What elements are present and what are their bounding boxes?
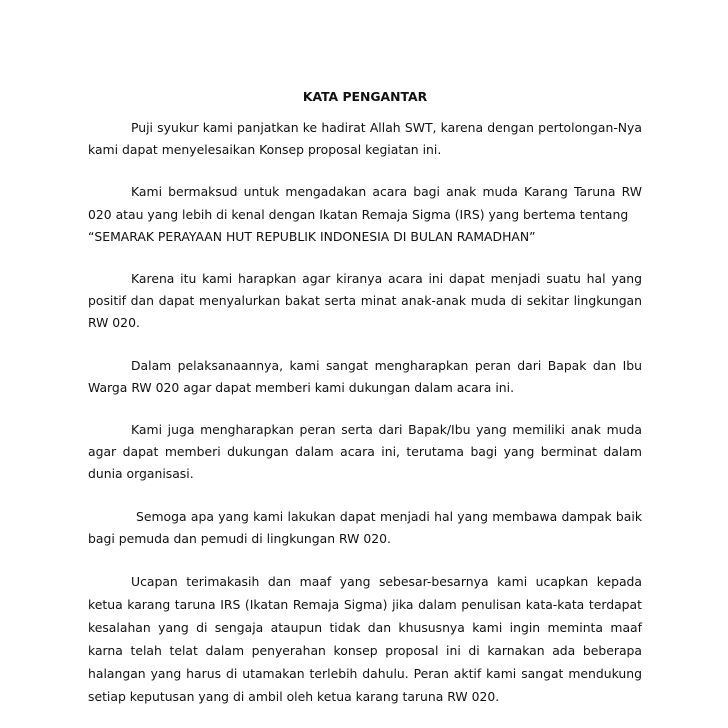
paragraph-7: Ucapan terimakasih dan maaf yang sebesar-besarnya kami ucapkan kepada ketua karang taruna IRS (Ikatan Remaja Sigma) jika dalam penulisan kata-kata terdapat kesalahan yang di sengaja ataupun tidak dan khususnya kami ingin meminta maaf karna telah telat dalam penyerahan konsep proposal ini di karnakan ada beberapa halangan yang harus di utamakan terlebih dahulu. Peran aktif kami sangat mendukung setiap keputusan yang di ambil oleh ketua karang taruna RW 020. <box>88 574 642 705</box>
paragraph-2 <box>88 181 642 248</box>
paragraph-3: Karena itu kami harapkan agar kiranya acara ini dapat menjadi suatu hal yang positif dan dapat menyalurkan bakat serta minat anak-anak muda di sekitar lingkungan RW 020. <box>88 271 642 331</box>
paragraph-2-text: Kami bermaksud untuk mengadakan acara bagi anak muda Karang Taruna RW 020 atau yang lebih di kenal dengan Ikatan Remaja Sigma (IRS) yang bertema tentang <box>88 184 642 222</box>
paragraph-6: Semoga apa yang kami lakukan dapat menjadi hal yang membawa dampak baik bagi pemuda dan pemudi di lingkungan RW 020. <box>88 508 642 546</box>
paragraph-1: Puji syukur kami panjatkan ke hadirat Allah SWT, karena dengan pertolongan-Nya kami dapat menyelesaikan Konsep proposal kegiatan ini. <box>88 120 642 158</box>
page-title: KATA PENGANTAR <box>302 89 428 104</box>
document-body <box>88 86 642 728</box>
theme-line: “SEMARAK PERAYAAN HUT REPUBLIK INDONESIA DI BULAN RAMADHAN” <box>88 228 536 244</box>
paragraph-5: Kami juga mengharapkan peran serta dari Bapak/Ibu yang memiliki anak muda agar dapat memberi dukungan dalam acara ini, terutama bagi yang berminat dalam dunia organisasi. <box>88 422 642 482</box>
paragraph-4: Dalam pelaksanaannya, kami sangat mengharapkan peran dari Bapak dan Ibu Warga RW 020 agar dapat memberi kami dukungan dalam acara ini. <box>88 357 642 395</box>
